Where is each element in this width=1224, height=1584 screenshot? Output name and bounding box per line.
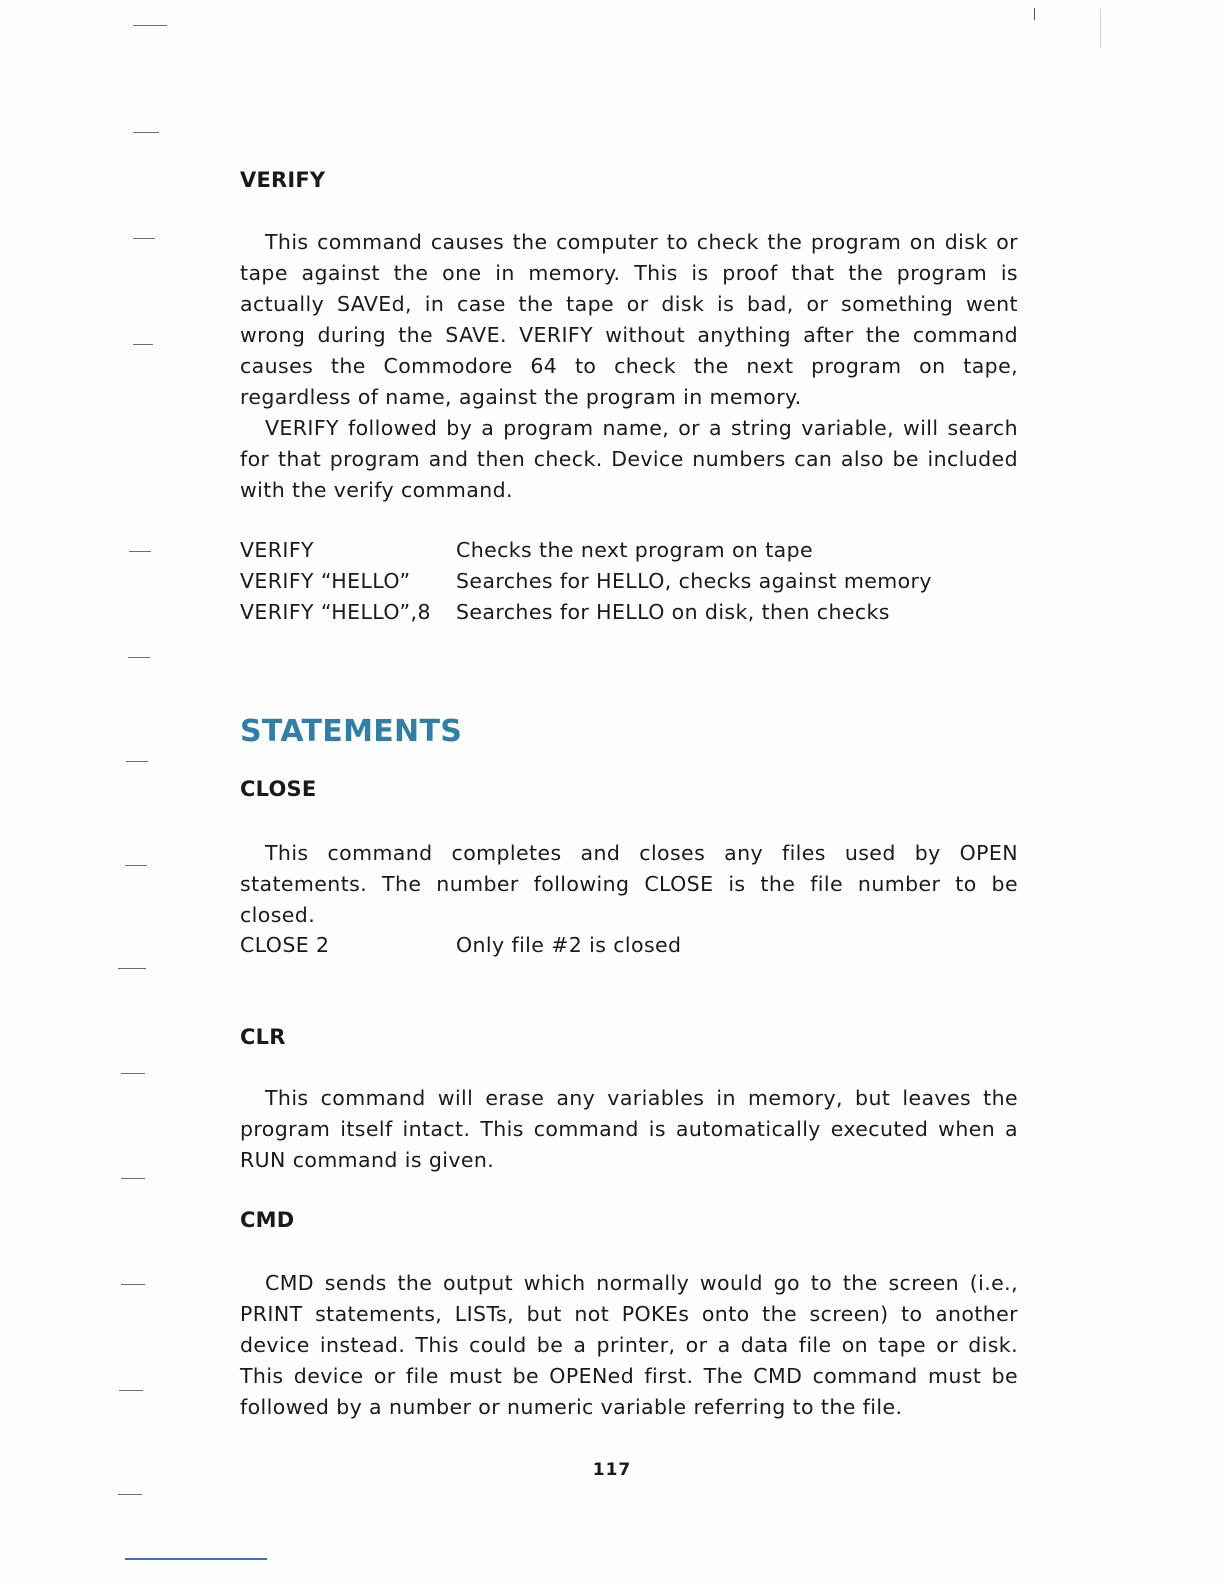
- close-heading: CLOSE: [240, 777, 317, 801]
- cmd-description: [240, 1268, 1018, 1423]
- example-row: [240, 566, 932, 597]
- verify-description: [240, 227, 1018, 506]
- example-row: [240, 597, 932, 628]
- example-description: Searches for HELLO on disk, then checks: [456, 600, 890, 624]
- example-command: CLOSE 2: [240, 933, 330, 957]
- cmd-heading: CMD: [240, 1208, 295, 1232]
- example-row: [240, 930, 681, 961]
- example-description: Searches for HELLO, checks against memory: [456, 569, 932, 593]
- example-description: Only file #2 is closed: [456, 933, 682, 957]
- margin-mark: [126, 761, 148, 762]
- verify-paragraph-1: This command causes the computer to check the program on disk or tape against the one in memory. This is proof that the program is actually SAVEd, in case the tape or disk is bad, or something went wrong during the SAVE. VERIFY without anything after the command causes the Commodore 64 to check the next program on tape, regardless of name, against the program in memory.: [240, 230, 1018, 409]
- page-number: 117: [592, 1460, 632, 1480]
- margin-mark: [121, 1178, 145, 1179]
- margin-mark: [118, 968, 146, 969]
- margin-mark: [118, 1494, 142, 1495]
- margin-mark: [133, 132, 159, 133]
- margin-mark: [133, 238, 155, 239]
- example-command: VERIFY: [240, 538, 314, 562]
- margin-mark: [129, 551, 151, 552]
- clr-paragraph: This command will erase any variables in memory, but leaves the program itself intact. This command is automatically executed when a RUN command is given.: [240, 1086, 1018, 1172]
- close-paragraph: This command completes and closes any files used by OPEN statements. The number following CLOSE is the file number to be closed.: [240, 841, 1018, 927]
- verify-examples: [240, 535, 932, 628]
- verify-paragraph-2: VERIFY followed by a program name, or a string variable, will search for that program and then check. Device numbers can also be included with the verify command.: [240, 416, 1018, 502]
- example-command: VERIFY “HELLO”: [240, 569, 411, 593]
- margin-mark: [133, 25, 167, 26]
- clr-heading: CLR: [240, 1025, 286, 1049]
- margin-mark: [125, 865, 147, 866]
- margin-tick: [1100, 8, 1101, 48]
- margin-mark: [133, 344, 153, 345]
- close-examples: [240, 930, 681, 961]
- example-row: [240, 535, 932, 566]
- margin-mark: [121, 1284, 145, 1285]
- cmd-paragraph: CMD sends the output which normally would go to the screen (i.e., PRINT statements, LISTs, but not POKEs onto the screen) to another device instead. This could be a printer, or a data file on tape or disk. This device or file must be OPENed first. The CMD command must be followed by a number or numeric variable referring to the file.: [240, 1271, 1018, 1419]
- example-command: VERIFY “HELLO”,8: [240, 600, 431, 624]
- verify-heading: VERIFY: [240, 168, 326, 192]
- statements-heading: STATEMENTS: [240, 714, 463, 749]
- clr-description: [240, 1083, 1018, 1176]
- margin-mark: [121, 1073, 145, 1074]
- margin-tick: [1034, 8, 1035, 20]
- bottom-rule: [125, 1558, 267, 1560]
- example-description: Checks the next program on tape: [456, 538, 814, 562]
- close-description: [240, 838, 1018, 931]
- margin-mark: [128, 657, 150, 658]
- margin-mark: [119, 1390, 143, 1391]
